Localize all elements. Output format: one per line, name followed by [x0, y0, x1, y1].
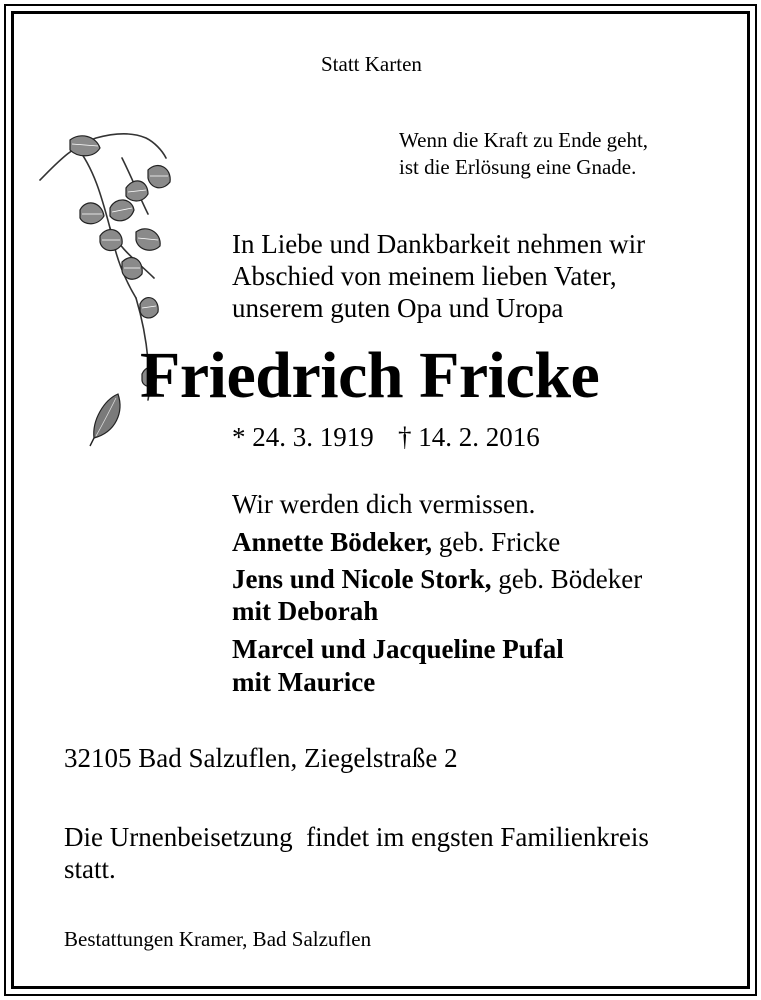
mourners-intro: Wir werden dich vermissen.	[232, 489, 536, 519]
mourner-1-suffix: geb. Fricke	[432, 527, 561, 557]
birth-date: * 24. 3. 1919	[232, 422, 374, 452]
intro-line-1: In Liebe und Dankbarkeit nehmen wir	[232, 229, 646, 259]
intro-line-3: unserem guten Opa und Uropa	[232, 293, 564, 323]
mourner-2-line-2: mit Deborah	[232, 596, 379, 626]
mourner-2-name: Jens und Nicole Stork,	[232, 564, 492, 594]
mourner-3-line-1: Marcel und Jacqueline Pufal	[232, 634, 564, 664]
mourner-3-line-2: mit Maurice	[232, 667, 376, 697]
mourner-1	[232, 529, 560, 556]
burial-line-2: statt.	[64, 854, 116, 884]
statt-karten-note: Statt Karten	[321, 52, 422, 76]
mourner-1-name: Annette Bödeker,	[232, 527, 432, 557]
quote-line-1: Wenn die Kraft zu Ende geht,	[399, 128, 649, 152]
burial-line-1: Die Urnenbeisetzung findet im engsten Familienkreis	[64, 822, 649, 852]
quote-line-2: ist die Erlösung eine Gnade.	[399, 155, 637, 179]
deceased-name: Friedrich Fricke	[140, 339, 600, 412]
address: 32105 Bad Salzuflen, Ziegelstraße 2	[64, 743, 458, 773]
death-date: † 14. 2. 2016	[398, 422, 540, 452]
mourner-2-suffix: geb. Bödeker	[491, 564, 643, 594]
mourner-2	[232, 566, 642, 593]
intro-line-2: Abschied von meinem lieben Vater,	[232, 261, 617, 291]
undertaker: Bestattungen Kramer, Bad Salzuflen	[64, 927, 372, 951]
